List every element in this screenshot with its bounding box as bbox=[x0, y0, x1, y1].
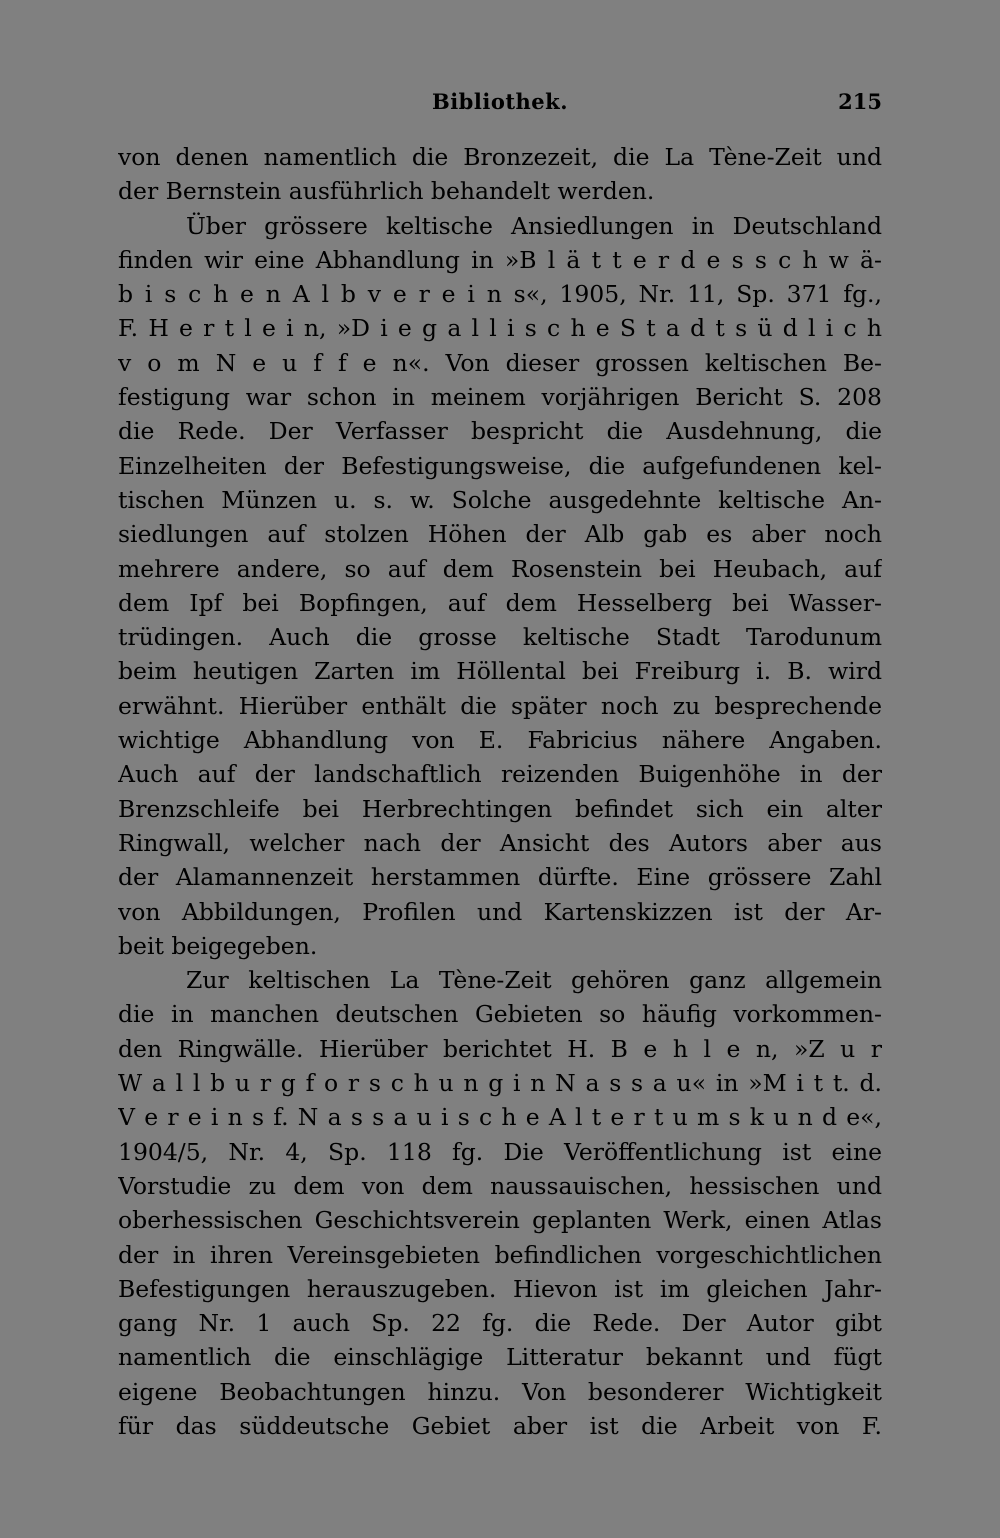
text-line: namentlich die einschlägige Litteratur bekannt und fügt bbox=[118, 1343, 882, 1372]
text-line: von Abbildungen, Profilen und Kartenskizzen ist der Ar- bbox=[118, 897, 882, 926]
text-line: Vorstudie zu dem von dem naussauischen, hessischen und bbox=[118, 1171, 882, 1200]
text-line: festigung war schon in meinem vorjährigen Bericht S. 208 bbox=[118, 383, 882, 412]
text-line: die Rede. Der Verfasser bespricht die Ausdehnung, die bbox=[118, 417, 882, 446]
text-line: beim heutigen Zarten im Höllental bei Freiburg i. B. wird bbox=[118, 657, 882, 686]
page-number: 215 bbox=[838, 89, 882, 114]
text-line: Zur keltischen La Tène-Zeit gehören ganz allgemein bbox=[186, 966, 882, 995]
text-line: b i s c h e n A l b v e r e i n s«, 1905, Nr. 11, Sp. 371 fg., bbox=[118, 280, 882, 309]
text-line: Brenzschleife bei Herbrechtingen befindet sich ein alter bbox=[118, 794, 882, 823]
text-line: v o m N e u f f e n«. Von dieser grossen keltischen Be- bbox=[118, 348, 882, 377]
text-line: W a l l b u r g f o r s c h u n g i n N a s s a u« in »M i t t. d. bbox=[118, 1069, 882, 1098]
text-line: die in manchen deutschen Gebieten so häufig vorkommen- bbox=[118, 1000, 882, 1029]
text-line: für das süddeutsche Gebiet aber ist die Arbeit von F. bbox=[118, 1411, 882, 1440]
text-line: F. H e r t l e i n, »D i e g a l l i s c h e S t a d t s ü d l i c h bbox=[118, 314, 882, 343]
text-line: der Bernstein ausführlich behandelt werden. bbox=[118, 177, 655, 206]
text-line: der in ihren Vereinsgebieten befindlichen vorgeschichtlichen bbox=[118, 1240, 882, 1269]
text-line: finden wir eine Abhandlung in »B l ä t t e r d e s s c h w ä- bbox=[118, 245, 882, 274]
text-line: Auch auf der landschaftlich reizenden Buigenhöhe in der bbox=[118, 760, 882, 789]
text-line: oberhessischen Geschichtsverein geplanten Werk, einen Atlas bbox=[118, 1206, 882, 1235]
running-head bbox=[118, 86, 882, 118]
text-line: von denen namentlich die Bronzezeit, die La Tène-Zeit und bbox=[118, 143, 882, 171]
text-line: Über grössere keltische Ansiedlungen in Deutschland bbox=[186, 211, 882, 240]
text-line: V e r e i n s f. N a s s a u i s c h e A l t e r t u m s k u n d e«, bbox=[118, 1103, 882, 1132]
text-line: den Ringwälle. Hierüber berichtet H. B e h l e n, »Z u r bbox=[118, 1034, 882, 1063]
text-line: Ringwall, welcher nach der Ansicht des Autors aber aus bbox=[118, 828, 882, 857]
text-line: erwähnt. Hierüber enthält die später noch zu besprechende bbox=[118, 691, 882, 720]
text-line: siedlungen auf stolzen Höhen der Alb gab es aber noch bbox=[118, 520, 882, 549]
text-line: Einzelheiten der Befestigungsweise, die aufgefundenen kel- bbox=[118, 451, 882, 480]
text-line: gang Nr. 1 auch Sp. 22 fg. die Rede. Der Autor gibt bbox=[118, 1309, 882, 1338]
text-line: dem Ipf bei Bopfingen, auf dem Hesselberg bei Wasser- bbox=[118, 588, 882, 617]
text-line: tischen Münzen u. s. w. Solche ausgedehnte keltische An- bbox=[118, 485, 882, 514]
text-line: eigene Beobachtungen hinzu. Von besonderer Wichtigkeit bbox=[118, 1377, 882, 1406]
text-line: Befestigungen herauszugeben. Hievon ist im gleichen Jahr- bbox=[118, 1274, 882, 1303]
text-line: beit beigegeben. bbox=[118, 931, 318, 960]
text-line: trüdingen. Auch die grosse keltische Stadt Tarodunum bbox=[118, 623, 882, 652]
body-text bbox=[118, 140, 882, 1443]
text-line: der Alamannenzeit herstammen dürfte. Eine grössere Zahl bbox=[118, 863, 882, 892]
running-title: Bibliothek. bbox=[431, 89, 569, 114]
text-line: wichtige Abhandlung von E. Fabricius nähere Angaben. bbox=[118, 726, 882, 755]
text-line: mehrere andere, so auf dem Rosenstein bei Heubach, auf bbox=[118, 554, 882, 583]
text-line: 1904/5, Nr. 4, Sp. 118 fg. Die Veröffentlichung ist eine bbox=[118, 1137, 882, 1166]
